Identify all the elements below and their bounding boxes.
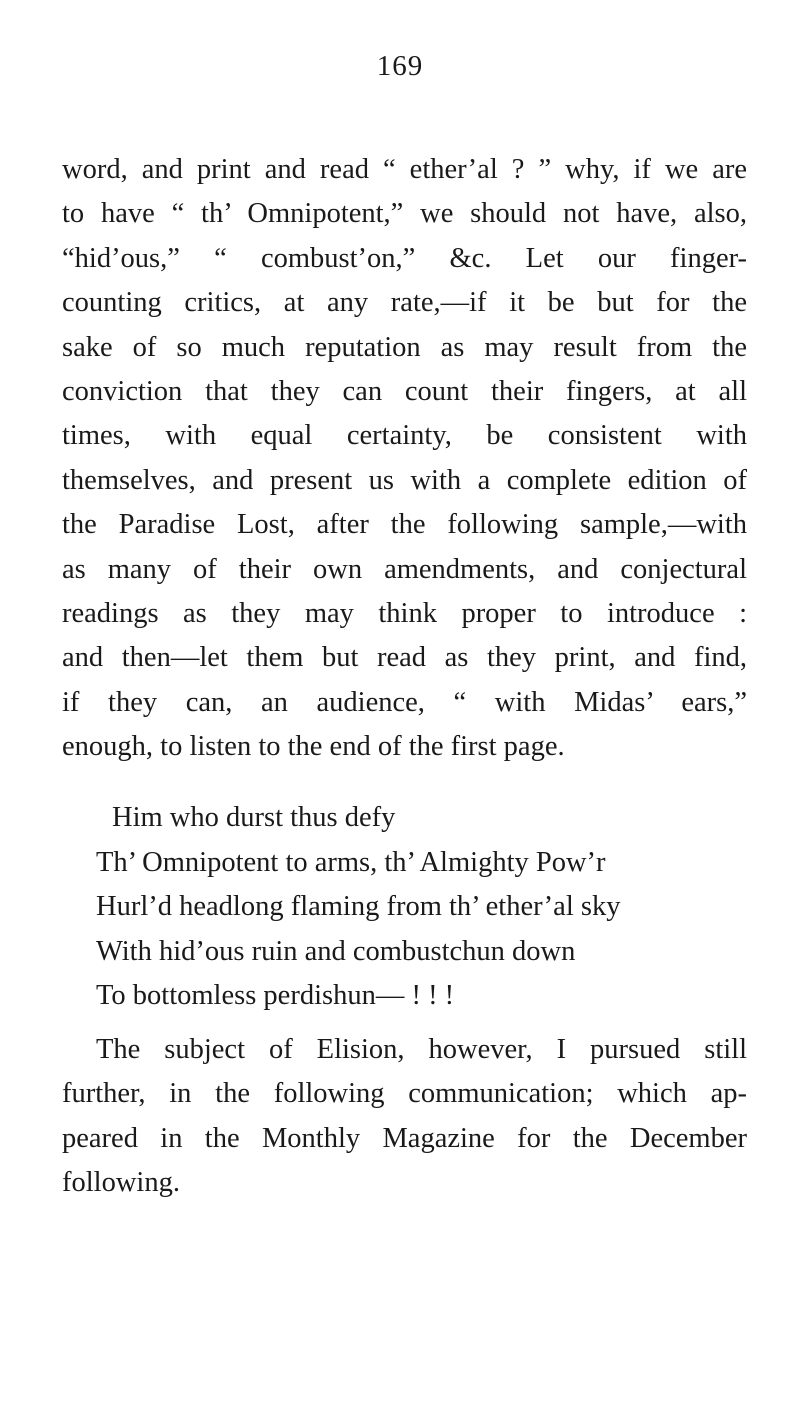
verse-line: To bottomless perdishun— ! ! ! <box>96 980 455 1012</box>
text-line: themselves, and present us with a complete edition of <box>62 464 747 496</box>
text-line: and then—let them but read as they print, and find, <box>62 642 747 674</box>
paragraph-1 <box>62 148 747 769</box>
verse-line: Him who durst thus defy <box>112 802 396 833</box>
text-line: word, and print and read “ ether’al ? ” why, if we are <box>62 154 747 185</box>
text-line: as many of their own amendments, and conjectural <box>62 553 747 585</box>
text-line: following. <box>62 1167 180 1199</box>
verse-line: With hid’ous ruin and combustchun down <box>96 935 576 967</box>
verse-line: Th’ Omnipotent to arms, th’ Almighty Pow’r <box>96 846 606 878</box>
text-line: readings as they may think proper to introduce : <box>62 597 747 629</box>
text-line: counting critics, at any rate,—if it be but for the <box>62 287 747 319</box>
text-line: to have “ th’ Omnipotent,” we should not have, also, <box>62 198 747 230</box>
text-line: times, with equal certainty, be consistent with <box>62 420 747 452</box>
text-line: conviction that they can count their fingers, at all <box>62 375 747 407</box>
text-line: further, in the following communication; which ap- <box>62 1078 747 1110</box>
text-line: the Paradise Lost, after the following sample,—with <box>62 509 747 541</box>
text-line: peared in the Monthly Magazine for the December <box>62 1122 747 1154</box>
page-number: 169 <box>376 50 424 82</box>
verse-quotation <box>96 796 736 1019</box>
text-line: enough, to listen to the end of the first page. <box>62 731 565 763</box>
text-line: sake of so much reputation as may result from the <box>62 331 747 363</box>
paragraph-2 <box>62 1028 747 1206</box>
text-line: The subject of Elision, however, I pursued still <box>96 1034 747 1065</box>
text-line: if they can, an audience, “ with Midas’ ears,” <box>62 686 747 718</box>
text-line: “hid’ous,” “ combust’on,” &c. Let our finger- <box>62 242 747 274</box>
verse-line: Hurl’d headlong flaming from th’ ether’al sky <box>96 891 621 923</box>
